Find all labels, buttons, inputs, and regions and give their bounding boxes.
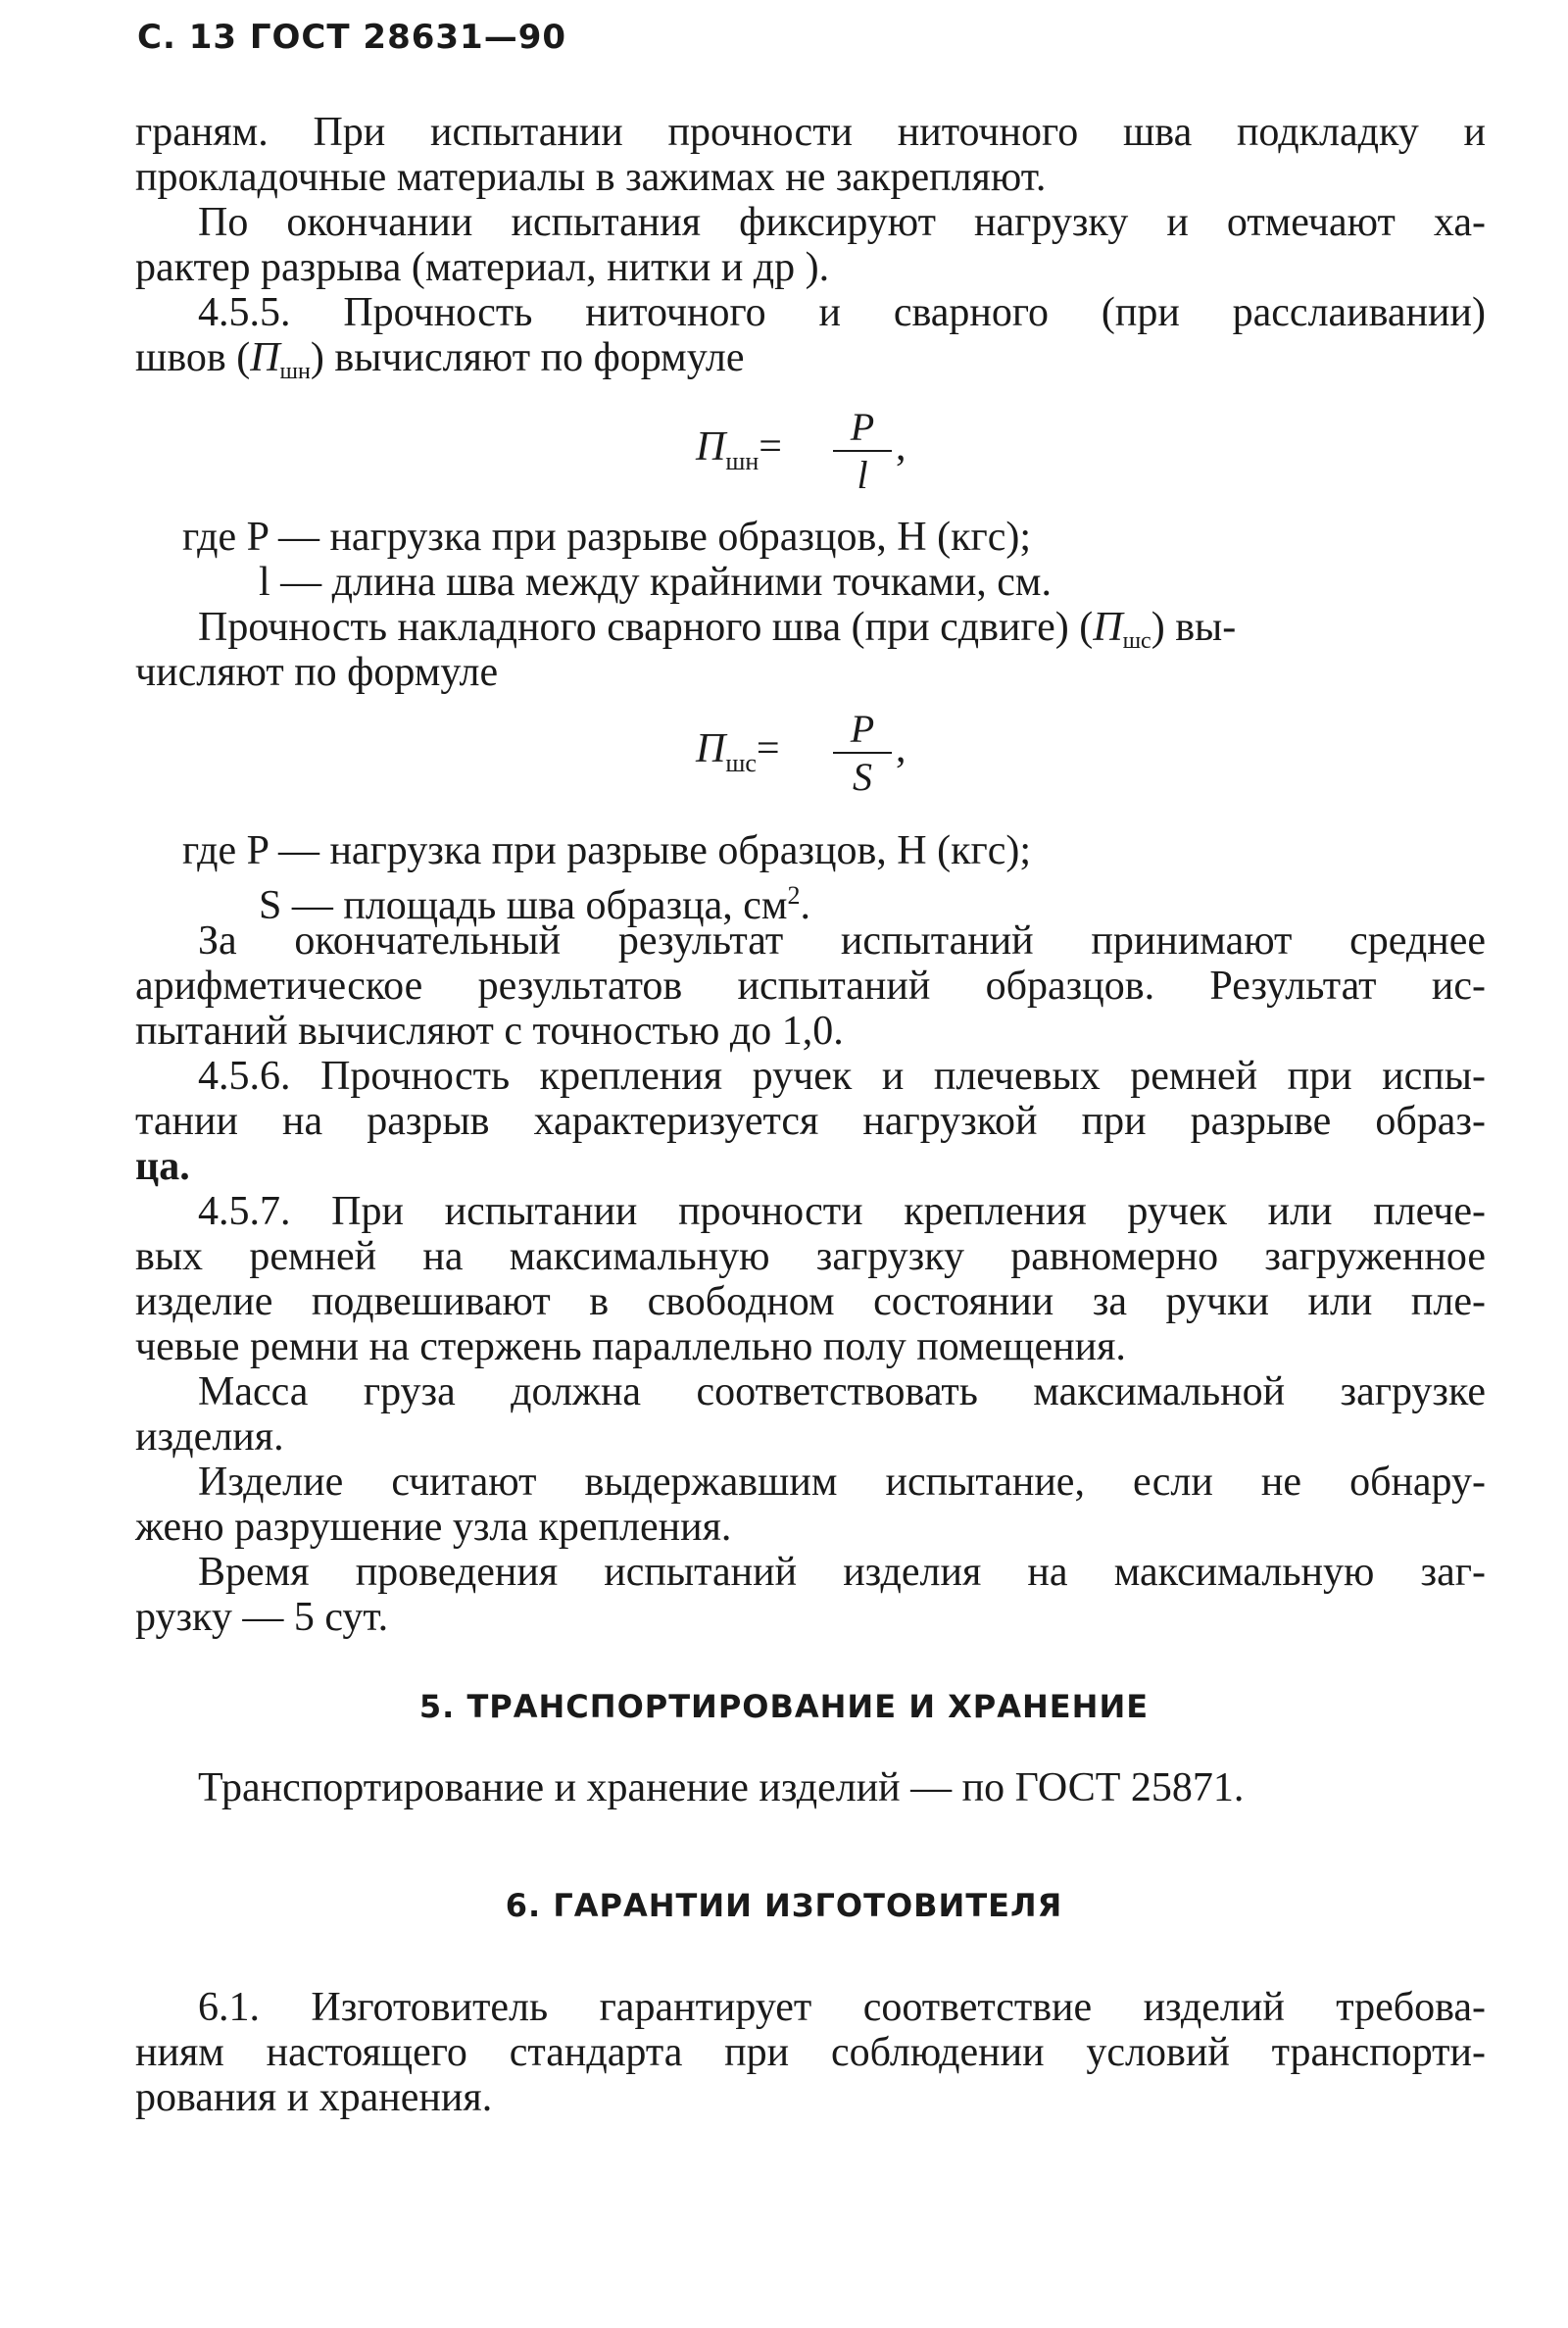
- text-line: 4.5.7. При испытании прочности крепления ручек или плече-: [198, 1189, 1486, 1234]
- text-line: числяют по формуле: [135, 650, 499, 695]
- formula-1: $П_{шн}=$ P l ,: [696, 405, 906, 497]
- paragraph-block-3: [135, 918, 1486, 1640]
- text-line: швов (Пшн) вычисляют по формуле: [135, 335, 745, 384]
- text-line: где P — нагрузка при разрыве образцов, Н (кгс);: [182, 515, 1032, 560]
- text-line: жено разрушение узла крепления.: [135, 1505, 732, 1550]
- section-5-text: Транспортирование и хранение изделий — по ГОСТ 25871.: [198, 1765, 1245, 1810]
- text-line: чевые ремни на стержень параллельно полу помещения.: [135, 1324, 1126, 1369]
- text-line: За окончательный результат испытаний принимают среднее: [198, 918, 1486, 964]
- text-line: Масса груза должна соответствовать максимальной загрузке: [198, 1369, 1486, 1414]
- text-line: рузку — 5 сут.: [135, 1595, 389, 1640]
- formula-2-legend: [135, 828, 1486, 928]
- text-line: Время проведения испытаний изделия на максимальную заг-: [198, 1550, 1486, 1595]
- text-line: рования и хранения.: [135, 2075, 493, 2120]
- text-line: ца.: [135, 1144, 190, 1189]
- text-line: где P — нагрузка при разрыве образцов, Н (кгс);: [182, 828, 1032, 873]
- text-line: изделие подвешивают в свободном состоянии за ручки или пле-: [135, 1279, 1486, 1324]
- text-line: Изделие считают выдержавшим испытание, если не обнару-: [198, 1460, 1486, 1505]
- text-line: S — площадь шва образца, $см^2$.: [259, 881, 810, 928]
- text-line: прокладочные материалы в зажимах не закрепляют.: [135, 155, 1047, 200]
- text-line: рактер разрыва (материал, нитки и др ).: [135, 245, 830, 290]
- text-line: арифметическое результатов испытаний образцов. Результат ис-: [135, 964, 1486, 1009]
- section-6-paragraph: [135, 1985, 1486, 2120]
- text-line: пытаний вычисляют с точностью до 1,0.: [135, 1009, 844, 1054]
- section-5-title: 5. ТРАНСПОРТИРОВАНИЕ И ХРАНЕНИЕ: [418, 1688, 1150, 1725]
- text-line: По окончании испытания фиксируют нагрузку и отмечают ха-: [198, 200, 1486, 245]
- paragraph-block-1: [135, 110, 1486, 384]
- text-line: 4.5.5. Прочность ниточного и сварного (при расслаивании): [198, 290, 1486, 335]
- text-line: 6.1. Изготовитель гарантирует соответствие изделий требова-: [198, 1985, 1486, 2030]
- text-line: вых ремней на максимальную загрузку равномерно загруженное: [135, 1234, 1486, 1279]
- text-line: тании на разрыв характеризуется нагрузкой при разрыве образ-: [135, 1099, 1486, 1144]
- text-line: ниям настоящего стандарта при соблюдении условий транспорти-: [135, 2030, 1486, 2075]
- text-line: граням. При испытании прочности ниточного шва подкладку и: [135, 110, 1486, 155]
- section-6-title: 6. ГАРАНТИИ ИЗГОТОВИТЕЛЯ: [505, 1887, 1063, 1924]
- page-header: С. 13 ГОСТ 28631—90: [137, 18, 567, 57]
- text-line: изделия.: [135, 1414, 284, 1460]
- formula-2: $П_{шс}=$ P S ,: [696, 707, 906, 799]
- formula-1-legend: [135, 515, 1486, 605]
- text-line: 4.5.6. Прочность крепления ручек и плечевых ремней при испы-: [198, 1054, 1486, 1099]
- text-line: Прочность накладного сварного шва (при сдвиге) (Пшс) вы-: [198, 605, 1237, 654]
- paragraph-block-2: [135, 605, 1486, 695]
- text-line: l — длина шва между крайними точками, см.: [259, 560, 1053, 605]
